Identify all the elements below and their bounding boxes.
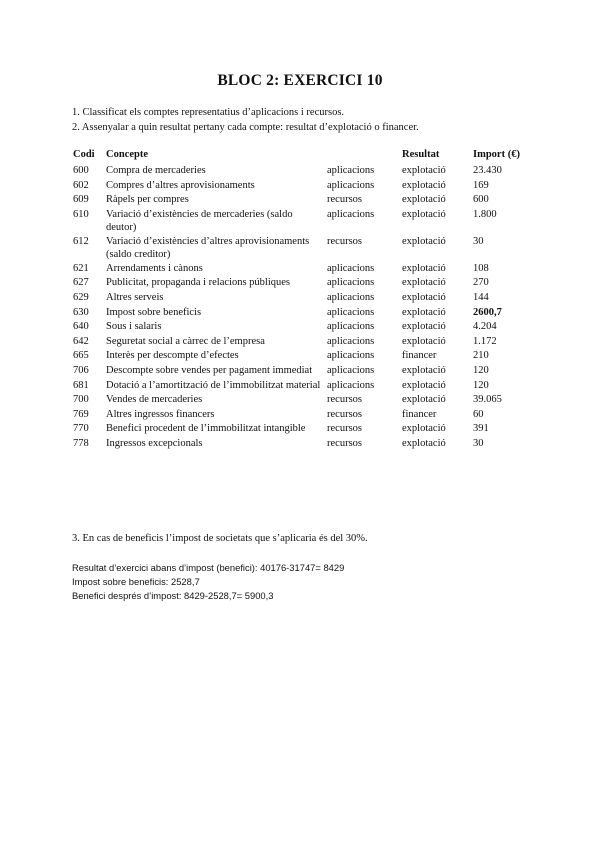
cell-concept: Descompte sobre vendes per pagament immediat	[106, 364, 313, 376]
cell-amount: 23.430	[473, 165, 502, 176]
table-row	[73, 422, 543, 437]
cell-amount: 210	[473, 350, 489, 362]
cell-class: aplicacions	[327, 306, 375, 318]
table-row	[73, 164, 543, 179]
cell-result: financer	[402, 350, 437, 362]
cell-amount: 108	[473, 262, 489, 274]
cell-amount: 600	[473, 194, 489, 206]
cell-concept: Compres d’altres aprovisionaments	[106, 179, 255, 191]
table-row	[73, 262, 543, 277]
header-concept: Concepte	[106, 149, 148, 160]
cell-concept: Variació d’existències d’altres aprovisionaments (saldo creditor)	[106, 235, 310, 261]
cell-class: aplicacions	[327, 208, 375, 220]
table-row	[73, 193, 543, 208]
header-result: Resultat	[402, 149, 440, 160]
cell-result: explotació	[402, 379, 446, 391]
table-row	[73, 208, 543, 235]
cell-concept: Benefici procedent de l’immobilitzat intangible	[106, 423, 306, 435]
cell-code: 640	[73, 321, 89, 333]
cell-amount: 60	[473, 408, 484, 420]
cell-amount: 1.172	[473, 335, 497, 347]
cell-amount: 270	[473, 277, 489, 289]
cell-code: 706	[73, 364, 89, 376]
table-row	[73, 235, 543, 262]
cell-class: recursos	[327, 394, 362, 406]
cell-code: 602	[73, 179, 89, 191]
cell-amount: 391	[473, 423, 489, 435]
cell-class: recursos	[327, 437, 362, 449]
cell-code: 642	[73, 335, 89, 347]
cell-result: explotació	[402, 321, 446, 333]
cell-class: aplicacions	[327, 262, 375, 274]
table-row	[73, 291, 543, 306]
cell-result: explotació	[402, 179, 446, 191]
cell-result: explotació	[402, 277, 446, 289]
cell-concept: Sous i salaris	[106, 321, 162, 333]
cell-result: explotació	[402, 194, 446, 206]
cell-code: 610	[73, 208, 89, 220]
cell-code: 627	[73, 277, 89, 289]
header-code: Codi	[73, 149, 95, 160]
cell-code: 665	[73, 350, 89, 362]
cell-result: explotació	[402, 208, 446, 220]
cell-concept: Compra de mercaderies	[106, 165, 206, 176]
cell-class: aplicacions	[327, 277, 375, 289]
instruction-1: 1. Classificat els comptes representatius d’aplicacions i recursos.	[72, 107, 345, 118]
cell-result: financer	[402, 408, 437, 420]
table-row	[73, 179, 543, 194]
cell-result: explotació	[402, 364, 446, 376]
calc-result-after-tax: Benefici després d’impost: 8429-2528,7= 5900,3	[72, 590, 274, 601]
cell-concept: Ingressos excepcionals	[106, 437, 203, 449]
accounts-table	[73, 148, 543, 452]
cell-class: recursos	[327, 235, 362, 247]
cell-concept: Impost sobre beneficis	[106, 306, 202, 318]
cell-result: explotació	[402, 335, 446, 347]
cell-class: aplicacions	[327, 165, 375, 176]
cell-code: 770	[73, 423, 89, 435]
page-title: BLOC 2: EXERCICI 10	[217, 72, 383, 89]
cell-code: 700	[73, 394, 89, 406]
cell-result: explotació	[402, 437, 446, 449]
question-3: 3. En cas de beneficis l’impost de societats que s’aplicaria és del 30%.	[72, 533, 368, 544]
cell-code: 612	[73, 235, 89, 247]
cell-result: explotació	[402, 235, 446, 247]
cell-code: 681	[73, 379, 89, 391]
header-class	[327, 148, 402, 164]
cell-code: 629	[73, 291, 89, 303]
cell-code: 778	[73, 437, 89, 449]
cell-amount: 120	[473, 379, 489, 391]
cell-concept: Vendes de mercaderies	[106, 394, 203, 406]
cell-concept: Dotació a l’amortització de l’immobilitzat material	[106, 379, 321, 391]
table-row	[73, 349, 543, 364]
table-row	[73, 364, 543, 379]
cell-concept: Variació d’existències de mercaderies (saldo deutor)	[106, 208, 293, 234]
cell-class: aplicacions	[327, 321, 375, 333]
cell-code: 621	[73, 262, 89, 274]
cell-class: aplicacions	[327, 179, 375, 191]
header-amount: Import (€)	[473, 149, 520, 160]
cell-class: recursos	[327, 408, 362, 420]
cell-class: aplicacions	[327, 350, 375, 362]
cell-amount: 144	[473, 291, 489, 303]
cell-code: 769	[73, 408, 89, 420]
cell-result: explotació	[402, 306, 446, 318]
cell-concept: Interès per descompte d’efectes	[106, 350, 239, 362]
cell-amount: 30	[473, 235, 484, 247]
cell-amount: 1.800	[473, 208, 497, 220]
cell-code: 600	[73, 165, 89, 176]
table-row	[73, 379, 543, 394]
cell-amount: 39.065	[473, 394, 502, 406]
cell-result: explotació	[402, 423, 446, 435]
cell-code: 630	[73, 306, 89, 318]
instruction-2: 2. Assenyalar a quin resultat pertany cada compte: resultat d’explotació o financer.	[72, 122, 419, 133]
table-header-row	[73, 148, 543, 164]
cell-class: recursos	[327, 194, 362, 206]
table-row	[73, 320, 543, 335]
cell-result: explotació	[402, 291, 446, 303]
table-row	[73, 276, 543, 291]
cell-class: recursos	[327, 423, 362, 435]
calc-result-before-tax: Resultat d’exercici abans d’impost (benefici): 40176-31747= 8429	[72, 562, 345, 573]
cell-class: aplicacions	[327, 364, 375, 376]
cell-result: explotació	[402, 165, 446, 176]
cell-result: explotació	[402, 262, 446, 274]
cell-concept: Ràpels per compres	[106, 194, 189, 206]
cell-result: explotació	[402, 394, 446, 406]
cell-amount: 30	[473, 437, 484, 449]
table-body	[73, 164, 543, 452]
cell-class: aplicacions	[327, 291, 375, 303]
table-row	[73, 335, 543, 350]
cell-amount: 4.204	[473, 321, 497, 333]
cell-class: aplicacions	[327, 379, 375, 391]
table-row	[73, 306, 543, 321]
calc-tax: Impost sobre beneficis: 2528,7	[72, 576, 200, 587]
cell-concept: Altres ingressos financers	[106, 408, 215, 420]
cell-concept: Publicitat, propaganda i relacions públiques	[106, 277, 290, 289]
cell-amount: 120	[473, 364, 489, 376]
cell-code: 609	[73, 194, 89, 206]
cell-amount: 2600,7	[473, 306, 502, 318]
table-row	[73, 408, 543, 423]
table-row	[73, 393, 543, 408]
table-row	[73, 437, 543, 452]
cell-concept: Seguretat social a càrrec de l’empresa	[106, 335, 265, 347]
cell-concept: Altres serveis	[106, 291, 164, 303]
cell-concept: Arrendaments i cànons	[106, 262, 203, 274]
cell-amount: 169	[473, 179, 489, 191]
cell-class: aplicacions	[327, 335, 375, 347]
